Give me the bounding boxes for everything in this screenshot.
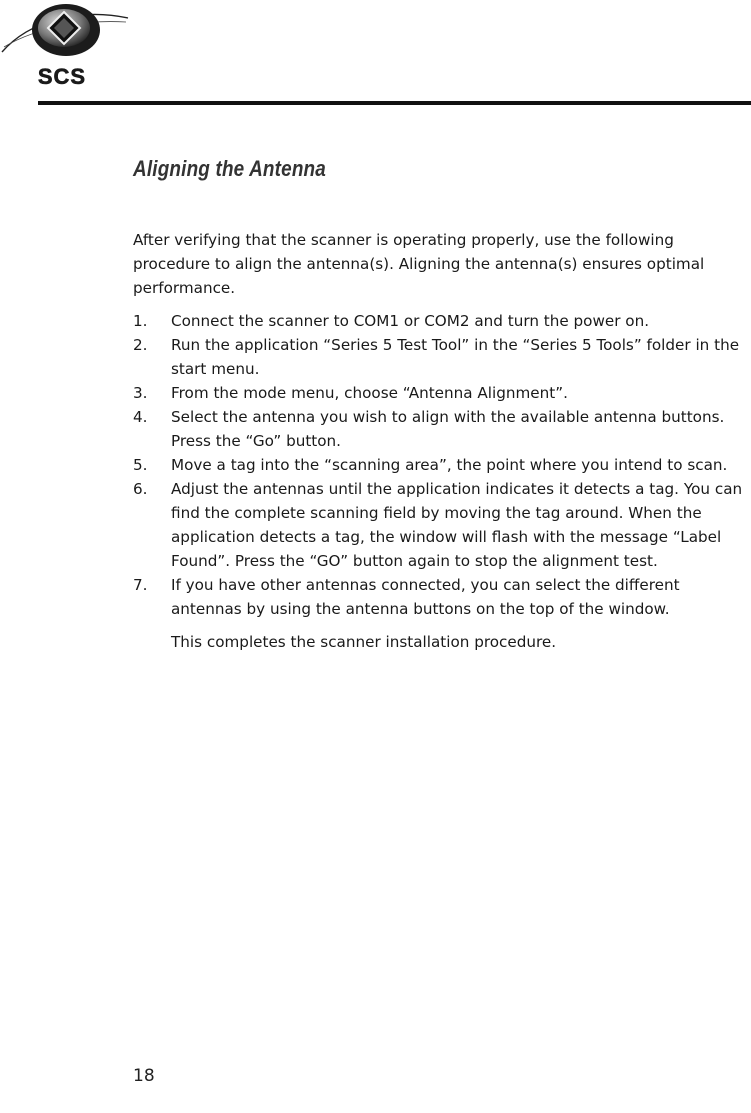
step-text: From the mode menu, choose “Antenna Alignment”. bbox=[171, 384, 568, 402]
step-number: 2. bbox=[133, 336, 148, 354]
step-number: 4. bbox=[133, 408, 148, 426]
step-text: Run the application “Series 5 Test Tool” in the “Series 5 Tools” folder in the start menu. bbox=[171, 336, 740, 378]
step-number: 7. bbox=[133, 576, 148, 594]
section-title: Aligning the Antenna bbox=[133, 156, 326, 181]
scs-logo bbox=[0, 0, 130, 92]
list-item bbox=[133, 333, 745, 381]
list-item bbox=[133, 453, 745, 477]
page-number: 18 bbox=[133, 1066, 155, 1086]
step-text: Move a tag into the “scanning area”, the point where you intend to scan. bbox=[171, 456, 728, 474]
step-text: Connect the scanner to COM1 or COM2 and turn the power on. bbox=[171, 312, 650, 330]
step-number: 6. bbox=[133, 480, 148, 498]
step-text: Adjust the antennas until the application indicates it detects a tag. You can find the complete scanning field by moving the tag around. When the application detects a tag, the window will flash with the message “Label Found”. Press the “GO” button again to stop the alignment test. bbox=[171, 480, 743, 570]
list-item bbox=[133, 477, 745, 573]
step-text: If you have other antennas connected, you can select the different antennas by using the antenna buttons on the top of the window. bbox=[171, 576, 680, 618]
logo-text: SCS bbox=[37, 64, 87, 89]
intro-paragraph: After verifying that the scanner is operating properly, use the following procedure to align the antenna(s). Aligning the antenna(s) ensures optimal performance. bbox=[133, 231, 705, 297]
list-item bbox=[133, 573, 745, 621]
step-number: 1. bbox=[133, 312, 148, 330]
section-body bbox=[133, 228, 745, 654]
steps-list bbox=[133, 309, 745, 621]
header-rule bbox=[38, 101, 751, 105]
step-number: 3. bbox=[133, 384, 148, 402]
closing-paragraph: This completes the scanner installation procedure. bbox=[171, 633, 557, 651]
list-item bbox=[133, 309, 745, 333]
list-item bbox=[133, 381, 745, 405]
step-text: Select the antenna you wish to align with the available antenna buttons. Press the “Go” button. bbox=[171, 408, 725, 450]
list-item bbox=[133, 405, 745, 453]
step-number: 5. bbox=[133, 456, 148, 474]
